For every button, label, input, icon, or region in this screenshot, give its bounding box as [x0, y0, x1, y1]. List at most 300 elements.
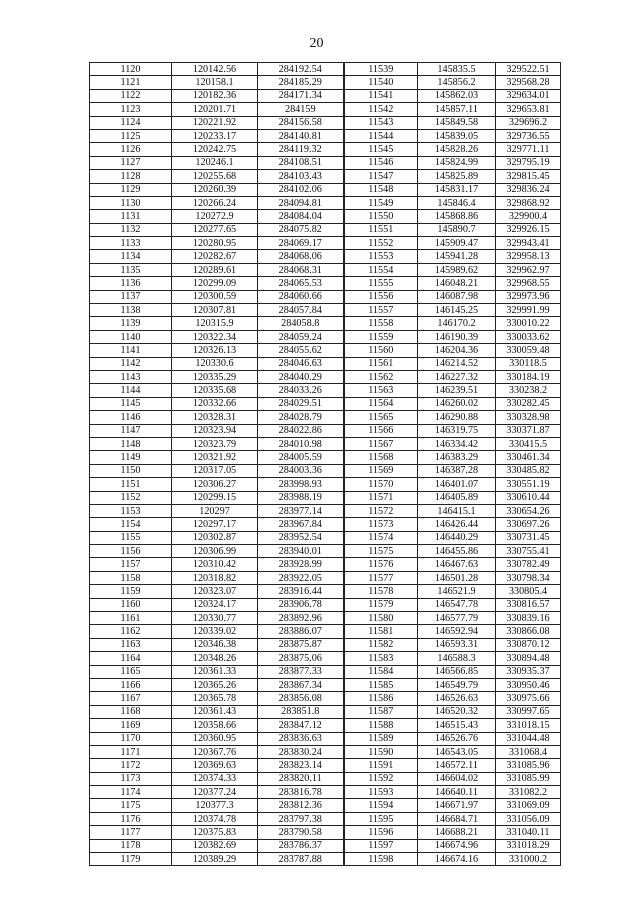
x-coordinate-cell: 145849.58: [418, 116, 496, 129]
point-number-cell: 1167: [90, 692, 172, 705]
y-coordinate-cell: 284185.29: [258, 76, 344, 89]
y-coordinate-cell: 330415.5: [496, 437, 561, 450]
point-number-cell: 1173: [90, 772, 172, 785]
table-row: [90, 411, 561, 424]
table-row: [90, 89, 561, 102]
x-coordinate-cell: 145828.26: [418, 143, 496, 156]
x-coordinate-cell: 146520.32: [418, 705, 496, 718]
x-coordinate-cell: 146501.28: [418, 571, 496, 584]
x-coordinate-cell: 120260.39: [172, 183, 258, 196]
point-number-cell: 1144: [90, 384, 172, 397]
point-number-cell: 1125: [90, 129, 172, 142]
y-coordinate-cell: 283928.99: [258, 558, 344, 571]
y-coordinate-cell: 283916.44: [258, 585, 344, 598]
y-coordinate-cell: 331018.29: [496, 839, 561, 852]
point-number-cell: 1163: [90, 638, 172, 651]
table-row: [90, 558, 561, 571]
y-coordinate-cell: 331085.99: [496, 772, 561, 785]
y-coordinate-cell: 329795.19: [496, 156, 561, 169]
table-row: [90, 719, 561, 732]
point-number-cell: 1139: [90, 317, 172, 330]
table-row: [90, 290, 561, 303]
x-coordinate-cell: 146684.71: [418, 812, 496, 825]
y-coordinate-cell: 330059.48: [496, 344, 561, 357]
x-coordinate-cell: 120339.02: [172, 625, 258, 638]
table-body: [90, 63, 561, 866]
y-coordinate-cell: 329962.97: [496, 263, 561, 276]
point-number-cell: 11598: [344, 853, 418, 866]
y-coordinate-cell: 284065.53: [258, 277, 344, 290]
x-coordinate-cell: 120280.95: [172, 237, 258, 250]
x-coordinate-cell: 120246.1: [172, 156, 258, 169]
y-coordinate-cell: 329943.41: [496, 237, 561, 250]
x-coordinate-cell: 120297: [172, 504, 258, 517]
y-coordinate-cell: 283787.88: [258, 853, 344, 866]
x-coordinate-cell: 120358.66: [172, 719, 258, 732]
point-number-cell: 1154: [90, 518, 172, 531]
y-coordinate-cell: 283786.37: [258, 839, 344, 852]
x-coordinate-cell: 120377.24: [172, 786, 258, 799]
x-coordinate-cell: 120321.92: [172, 451, 258, 464]
y-coordinate-cell: 329653.81: [496, 103, 561, 116]
y-coordinate-cell: 284108.51: [258, 156, 344, 169]
point-number-cell: 1134: [90, 250, 172, 263]
table-row: [90, 853, 561, 866]
point-number-cell: 1129: [90, 183, 172, 196]
x-coordinate-cell: 120182.36: [172, 89, 258, 102]
table-row: [90, 504, 561, 517]
point-number-cell: 11558: [344, 317, 418, 330]
y-coordinate-cell: 284029.51: [258, 397, 344, 410]
table-row: [90, 344, 561, 357]
table-row: [90, 518, 561, 531]
x-coordinate-cell: 146455.86: [418, 545, 496, 558]
point-number-cell: 11576: [344, 558, 418, 571]
y-coordinate-cell: 284069.17: [258, 237, 344, 250]
point-number-cell: 11589: [344, 732, 418, 745]
y-coordinate-cell: 330782.49: [496, 558, 561, 571]
y-coordinate-cell: 329522.51: [496, 63, 561, 76]
y-coordinate-cell: 331056.09: [496, 812, 561, 825]
x-coordinate-cell: 145857.11: [418, 103, 496, 116]
table-row: [90, 799, 561, 812]
x-coordinate-cell: 120315.9: [172, 317, 258, 330]
x-coordinate-cell: 146290.88: [418, 411, 496, 424]
point-number-cell: 1158: [90, 571, 172, 584]
point-number-cell: 1120: [90, 63, 172, 76]
x-coordinate-cell: 120277.65: [172, 223, 258, 236]
point-number-cell: 1146: [90, 411, 172, 424]
table-row: [90, 223, 561, 236]
x-coordinate-cell: 120382.69: [172, 839, 258, 852]
point-number-cell: 1142: [90, 357, 172, 370]
point-number-cell: 11559: [344, 330, 418, 343]
table-row: [90, 652, 561, 665]
table-row: [90, 732, 561, 745]
y-coordinate-cell: 283851.8: [258, 705, 344, 718]
y-coordinate-cell: 284033.26: [258, 384, 344, 397]
table-row: [90, 812, 561, 825]
table-row: [90, 277, 561, 290]
y-coordinate-cell: 330731.45: [496, 531, 561, 544]
table-row: [90, 397, 561, 410]
y-coordinate-cell: 330870.12: [496, 638, 561, 651]
y-coordinate-cell: 283877.33: [258, 665, 344, 678]
x-coordinate-cell: 145831.17: [418, 183, 496, 196]
y-coordinate-cell: 283977.14: [258, 504, 344, 517]
x-coordinate-cell: 120272.9: [172, 210, 258, 223]
point-number-cell: 1136: [90, 277, 172, 290]
table-row: [90, 598, 561, 611]
point-number-cell: 1162: [90, 625, 172, 638]
y-coordinate-cell: 330328.98: [496, 411, 561, 424]
x-coordinate-cell: 146526.63: [418, 692, 496, 705]
y-coordinate-cell: 330755.41: [496, 545, 561, 558]
x-coordinate-cell: 146592.94: [418, 625, 496, 638]
point-number-cell: 11586: [344, 692, 418, 705]
y-coordinate-cell: 330610.44: [496, 491, 561, 504]
x-coordinate-cell: 120375.83: [172, 826, 258, 839]
x-coordinate-cell: 120302.87: [172, 531, 258, 544]
y-coordinate-cell: 284084.04: [258, 210, 344, 223]
x-coordinate-cell: 146688.21: [418, 826, 496, 839]
y-coordinate-cell: 329968.55: [496, 277, 561, 290]
x-coordinate-cell: 146526.76: [418, 732, 496, 745]
x-coordinate-cell: 146467.63: [418, 558, 496, 571]
x-coordinate-cell: 120323.79: [172, 437, 258, 450]
y-coordinate-cell: 329868.92: [496, 196, 561, 209]
x-coordinate-cell: 146549.79: [418, 678, 496, 691]
y-coordinate-cell: 283790.58: [258, 826, 344, 839]
point-number-cell: 11588: [344, 719, 418, 732]
y-coordinate-cell: 331040.11: [496, 826, 561, 839]
point-number-cell: 11549: [344, 196, 418, 209]
x-coordinate-cell: 146214.52: [418, 357, 496, 370]
point-number-cell: 11579: [344, 598, 418, 611]
x-coordinate-cell: 146671.97: [418, 799, 496, 812]
point-number-cell: 1123: [90, 103, 172, 116]
y-coordinate-cell: 330935.37: [496, 665, 561, 678]
x-coordinate-cell: 146604.02: [418, 772, 496, 785]
x-coordinate-cell: 120323.94: [172, 424, 258, 437]
x-coordinate-cell: 120306.99: [172, 545, 258, 558]
point-number-cell: 1153: [90, 504, 172, 517]
x-coordinate-cell: 146566.85: [418, 665, 496, 678]
point-number-cell: 1169: [90, 719, 172, 732]
point-number-cell: 11554: [344, 263, 418, 276]
y-coordinate-cell: 284075.82: [258, 223, 344, 236]
x-coordinate-cell: 120322.34: [172, 330, 258, 343]
point-number-cell: 1141: [90, 344, 172, 357]
x-coordinate-cell: 120367.76: [172, 745, 258, 758]
point-number-cell: 1151: [90, 478, 172, 491]
point-number-cell: 1157: [90, 558, 172, 571]
x-coordinate-cell: 120142.56: [172, 63, 258, 76]
x-coordinate-cell: 120299.15: [172, 491, 258, 504]
x-coordinate-cell: 120369.63: [172, 759, 258, 772]
table-row: [90, 678, 561, 691]
point-number-cell: 11596: [344, 826, 418, 839]
y-coordinate-cell: 283797.38: [258, 812, 344, 825]
x-coordinate-cell: 146401.07: [418, 478, 496, 491]
x-coordinate-cell: 145824.99: [418, 156, 496, 169]
point-number-cell: 1138: [90, 304, 172, 317]
table-row: [90, 772, 561, 785]
table-row: [90, 451, 561, 464]
point-number-cell: 1128: [90, 170, 172, 183]
point-number-cell: 1175: [90, 799, 172, 812]
point-number-cell: 11568: [344, 451, 418, 464]
y-coordinate-cell: 330997.65: [496, 705, 561, 718]
point-number-cell: 1155: [90, 531, 172, 544]
x-coordinate-cell: 145868.86: [418, 210, 496, 223]
table-row: [90, 612, 561, 625]
point-number-cell: 11578: [344, 585, 418, 598]
point-number-cell: 1161: [90, 612, 172, 625]
point-number-cell: 11550: [344, 210, 418, 223]
point-number-cell: 1121: [90, 76, 172, 89]
point-number-cell: 11595: [344, 812, 418, 825]
point-number-cell: 11566: [344, 424, 418, 437]
y-coordinate-cell: 331000.2: [496, 853, 561, 866]
point-number-cell: 11545: [344, 143, 418, 156]
y-coordinate-cell: 284010.98: [258, 437, 344, 450]
point-number-cell: 11585: [344, 678, 418, 691]
y-coordinate-cell: 284055.62: [258, 344, 344, 357]
y-coordinate-cell: 284028.79: [258, 411, 344, 424]
x-coordinate-cell: 146260.02: [418, 397, 496, 410]
x-coordinate-cell: 146334.42: [418, 437, 496, 450]
point-number-cell: 1126: [90, 143, 172, 156]
y-coordinate-cell: 330118.5: [496, 357, 561, 370]
table-row: [90, 478, 561, 491]
y-coordinate-cell: 329771.11: [496, 143, 561, 156]
x-coordinate-cell: 145941.28: [418, 250, 496, 263]
point-number-cell: 11562: [344, 370, 418, 383]
y-coordinate-cell: 284156.58: [258, 116, 344, 129]
y-coordinate-cell: 283856.08: [258, 692, 344, 705]
table-row: [90, 745, 561, 758]
point-number-cell: 1160: [90, 598, 172, 611]
y-coordinate-cell: 330033.62: [496, 330, 561, 343]
x-coordinate-cell: 120335.68: [172, 384, 258, 397]
point-number-cell: 1168: [90, 705, 172, 718]
y-coordinate-cell: 283816.78: [258, 786, 344, 799]
point-number-cell: 11597: [344, 839, 418, 852]
point-number-cell: 1156: [90, 545, 172, 558]
x-coordinate-cell: 146440.29: [418, 531, 496, 544]
x-coordinate-cell: 120324.17: [172, 598, 258, 611]
y-coordinate-cell: 284059.24: [258, 330, 344, 343]
table-row: [90, 250, 561, 263]
point-number-cell: 11551: [344, 223, 418, 236]
x-coordinate-cell: 146674.96: [418, 839, 496, 852]
point-number-cell: 11540: [344, 76, 418, 89]
table-row: [90, 786, 561, 799]
y-coordinate-cell: 283922.05: [258, 571, 344, 584]
point-number-cell: 11561: [344, 357, 418, 370]
point-number-cell: 1174: [90, 786, 172, 799]
y-coordinate-cell: 330551.19: [496, 478, 561, 491]
x-coordinate-cell: 146426.44: [418, 518, 496, 531]
y-coordinate-cell: 284040.29: [258, 370, 344, 383]
x-coordinate-cell: 120361.43: [172, 705, 258, 718]
y-coordinate-cell: 330697.26: [496, 518, 561, 531]
table-row: [90, 705, 561, 718]
x-coordinate-cell: 145825.89: [418, 170, 496, 183]
point-number-cell: 1150: [90, 464, 172, 477]
x-coordinate-cell: 120346.38: [172, 638, 258, 651]
y-coordinate-cell: 283823.14: [258, 759, 344, 772]
x-coordinate-cell: 145846.4: [418, 196, 496, 209]
y-coordinate-cell: 283988.19: [258, 491, 344, 504]
y-coordinate-cell: 284094.81: [258, 196, 344, 209]
y-coordinate-cell: 329568.28: [496, 76, 561, 89]
table-row: [90, 585, 561, 598]
point-number-cell: 1127: [90, 156, 172, 169]
x-coordinate-cell: 145890.7: [418, 223, 496, 236]
y-coordinate-cell: 283847.12: [258, 719, 344, 732]
x-coordinate-cell: 146572.11: [418, 759, 496, 772]
y-coordinate-cell: 329926.15: [496, 223, 561, 236]
point-number-cell: 1179: [90, 853, 172, 866]
point-number-cell: 11591: [344, 759, 418, 772]
point-number-cell: 11572: [344, 504, 418, 517]
x-coordinate-cell: 146239.51: [418, 384, 496, 397]
y-coordinate-cell: 284102.06: [258, 183, 344, 196]
x-coordinate-cell: 145909.47: [418, 237, 496, 250]
x-coordinate-cell: 120326.13: [172, 344, 258, 357]
table-row: [90, 116, 561, 129]
y-coordinate-cell: 284140.81: [258, 129, 344, 142]
x-coordinate-cell: 120289.61: [172, 263, 258, 276]
point-number-cell: 11553: [344, 250, 418, 263]
y-coordinate-cell: 329991.99: [496, 304, 561, 317]
point-number-cell: 11565: [344, 411, 418, 424]
y-coordinate-cell: 284103.43: [258, 170, 344, 183]
y-coordinate-cell: 284192.54: [258, 63, 344, 76]
point-number-cell: 11555: [344, 277, 418, 290]
x-coordinate-cell: 120365.26: [172, 678, 258, 691]
point-number-cell: 11569: [344, 464, 418, 477]
point-number-cell: 11541: [344, 89, 418, 102]
point-number-cell: 11583: [344, 652, 418, 665]
table-row: [90, 210, 561, 223]
x-coordinate-cell: 120389.29: [172, 853, 258, 866]
x-coordinate-cell: 146640.11: [418, 786, 496, 799]
table-row: [90, 638, 561, 651]
y-coordinate-cell: 284005.59: [258, 451, 344, 464]
x-coordinate-cell: 120201.71: [172, 103, 258, 116]
point-number-cell: 11594: [344, 799, 418, 812]
x-coordinate-cell: 120360.95: [172, 732, 258, 745]
y-coordinate-cell: 329900.4: [496, 210, 561, 223]
y-coordinate-cell: 329815.45: [496, 170, 561, 183]
y-coordinate-cell: 330816.57: [496, 598, 561, 611]
x-coordinate-cell: 146048.21: [418, 277, 496, 290]
y-coordinate-cell: 283940.01: [258, 545, 344, 558]
y-coordinate-cell: 283998.93: [258, 478, 344, 491]
point-number-cell: 11577: [344, 571, 418, 584]
point-number-cell: 11570: [344, 478, 418, 491]
y-coordinate-cell: 283830.24: [258, 745, 344, 758]
point-number-cell: 11593: [344, 786, 418, 799]
y-coordinate-cell: 330805.4: [496, 585, 561, 598]
point-number-cell: 1131: [90, 210, 172, 223]
x-coordinate-cell: 146415.1: [418, 504, 496, 517]
point-number-cell: 1170: [90, 732, 172, 745]
point-number-cell: 11539: [344, 63, 418, 76]
x-coordinate-cell: 146190.39: [418, 330, 496, 343]
table-row: [90, 437, 561, 450]
y-coordinate-cell: 330866.08: [496, 625, 561, 638]
x-coordinate-cell: 146087.98: [418, 290, 496, 303]
table-row: [90, 170, 561, 183]
x-coordinate-cell: 120330.6: [172, 357, 258, 370]
point-number-cell: 1178: [90, 839, 172, 852]
point-number-cell: 11552: [344, 237, 418, 250]
x-coordinate-cell: 146547.78: [418, 598, 496, 611]
x-coordinate-cell: 146227.32: [418, 370, 496, 383]
point-number-cell: 1176: [90, 812, 172, 825]
point-number-cell: 1132: [90, 223, 172, 236]
y-coordinate-cell: 329696.2: [496, 116, 561, 129]
y-coordinate-cell: 329634.01: [496, 89, 561, 102]
point-number-cell: 1177: [90, 826, 172, 839]
x-coordinate-cell: 120242.75: [172, 143, 258, 156]
x-coordinate-cell: 146319.75: [418, 424, 496, 437]
y-coordinate-cell: 283886.07: [258, 625, 344, 638]
point-number-cell: 1133: [90, 237, 172, 250]
table-row: [90, 571, 561, 584]
y-coordinate-cell: 283906.78: [258, 598, 344, 611]
y-coordinate-cell: 330461.34: [496, 451, 561, 464]
point-number-cell: 11592: [344, 772, 418, 785]
point-number-cell: 11571: [344, 491, 418, 504]
y-coordinate-cell: 331068.4: [496, 745, 561, 758]
x-coordinate-cell: 146204.36: [418, 344, 496, 357]
x-coordinate-cell: 120348.26: [172, 652, 258, 665]
x-coordinate-cell: 120318.82: [172, 571, 258, 584]
y-coordinate-cell: 283836.63: [258, 732, 344, 745]
y-coordinate-cell: 330238.2: [496, 384, 561, 397]
point-number-cell: 11587: [344, 705, 418, 718]
table-row: [90, 63, 561, 76]
x-coordinate-cell: 120317.05: [172, 464, 258, 477]
y-coordinate-cell: 284068.31: [258, 263, 344, 276]
point-number-cell: 11556: [344, 290, 418, 303]
x-coordinate-cell: 145839.05: [418, 129, 496, 142]
x-coordinate-cell: 120297.17: [172, 518, 258, 531]
y-coordinate-cell: 284068.06: [258, 250, 344, 263]
point-number-cell: 11580: [344, 612, 418, 625]
point-number-cell: 1165: [90, 665, 172, 678]
point-number-cell: 1164: [90, 652, 172, 665]
x-coordinate-cell: 120307.81: [172, 304, 258, 317]
table-row: [90, 129, 561, 142]
point-number-cell: 1171: [90, 745, 172, 758]
table-row: [90, 76, 561, 89]
x-coordinate-cell: 120335.29: [172, 370, 258, 383]
y-coordinate-cell: 284046.63: [258, 357, 344, 370]
y-coordinate-cell: 330839.16: [496, 612, 561, 625]
x-coordinate-cell: 120300.59: [172, 290, 258, 303]
point-number-cell: 11547: [344, 170, 418, 183]
x-coordinate-cell: 145862.03: [418, 89, 496, 102]
x-coordinate-cell: 146145.25: [418, 304, 496, 317]
x-coordinate-cell: 146387.28: [418, 464, 496, 477]
y-coordinate-cell: 330184.19: [496, 370, 561, 383]
